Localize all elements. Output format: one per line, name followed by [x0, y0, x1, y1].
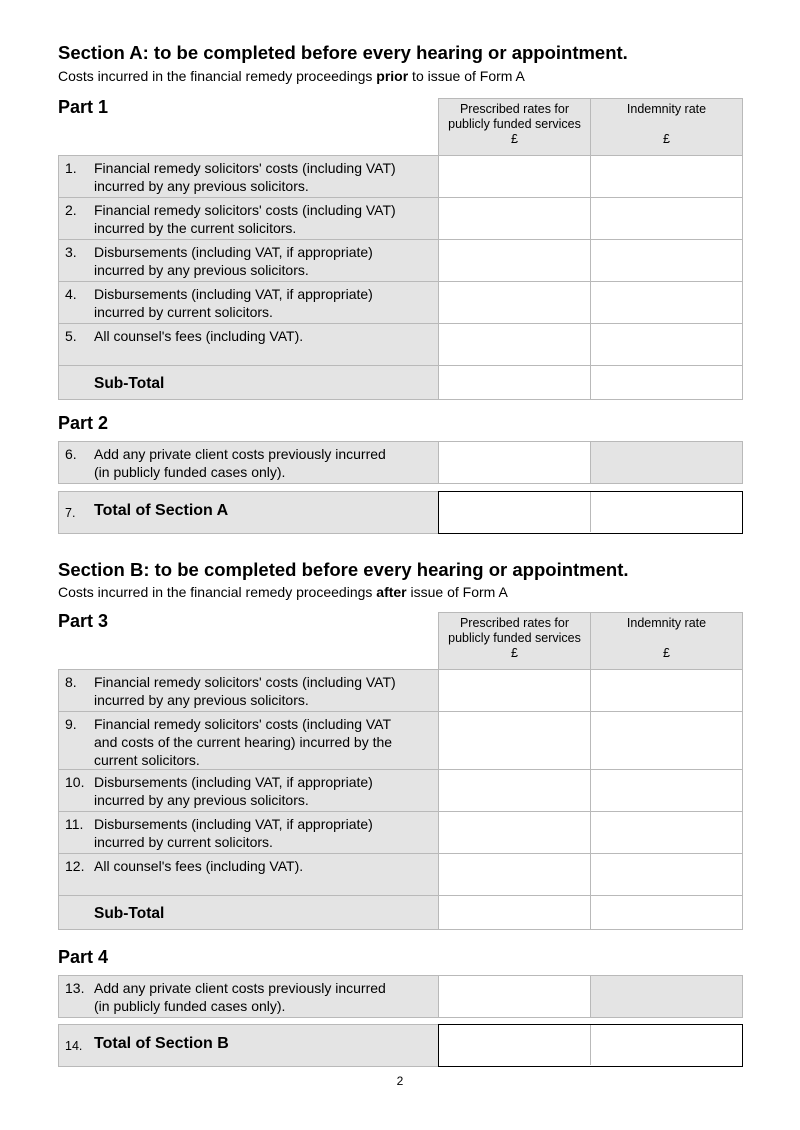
section-b-subtitle: Costs incurred in the financial remedy proceedings after issue of Form A: [58, 584, 508, 600]
row-13-indemnity-shaded: [590, 975, 743, 1018]
total-section-b-indemnity-input[interactable]: [592, 1026, 741, 1065]
row-5-label: 5. All counsel's fees (including VAT).: [58, 323, 439, 366]
section-a-subtitle: Costs incurred in the financial remedy proceedings prior to issue of Form A: [58, 68, 525, 84]
row-1-indemnity-input[interactable]: [590, 155, 743, 198]
row-3-indemnity-input[interactable]: [590, 239, 743, 282]
section-a-title: Section A: to be completed before every hearing or appointment.: [58, 42, 628, 63]
row-12-label: 12. All counsel's fees (including VAT).: [58, 853, 439, 896]
row-4-label: 4. Disbursements (including VAT, if appropriate) incurred by current solicitors.: [58, 281, 439, 324]
row-4-prescribed-input[interactable]: [438, 281, 591, 324]
row-10-prescribed-input[interactable]: [438, 769, 591, 812]
row-9-indemnity-input[interactable]: [590, 711, 743, 770]
row-8-label: 8. Financial remedy solicitors' costs (including VAT) incurred by any previous solicitors.: [58, 669, 439, 712]
row-5-prescribed-input[interactable]: [438, 323, 591, 366]
page-number: 2: [396, 1074, 404, 1088]
part-4-title: Part 4: [58, 947, 109, 967]
part-3-title: Part 3: [58, 611, 109, 631]
row-11-prescribed-input[interactable]: [438, 811, 591, 854]
row-6-label: 6. Add any private client costs previously incurred (in publicly funded cases only).: [58, 441, 439, 484]
part-3-subtotal-label: Sub-Total: [58, 895, 439, 930]
indemnity-rate-header-b: Indemnity rate £: [590, 612, 743, 670]
prescribed-rates-header-b: Prescribed rates for publicly funded services £: [438, 612, 591, 670]
total-section-b-divider: [590, 1025, 591, 1065]
row-8-prescribed-input[interactable]: [438, 669, 591, 712]
row-4-indemnity-input[interactable]: [590, 281, 743, 324]
row-6-indemnity-shaded: [590, 441, 743, 484]
row-3-label: 3. Disbursements (including VAT, if appropriate) incurred by any previous solicitors.: [58, 239, 439, 282]
row-3-prescribed-input[interactable]: [438, 239, 591, 282]
total-section-a-indemnity-input[interactable]: [592, 493, 741, 532]
row-11-indemnity-input[interactable]: [590, 811, 743, 854]
row-8-indemnity-input[interactable]: [590, 669, 743, 712]
part-3-subtotal-indemnity-input[interactable]: [590, 895, 743, 930]
total-section-a-prescribed-input[interactable]: [440, 493, 589, 532]
part-1-subtotal-indemnity-input[interactable]: [590, 365, 743, 400]
total-section-a-divider: [590, 492, 591, 532]
row-9-prescribed-input[interactable]: [438, 711, 591, 770]
row-10-label: 10. Disbursements (including VAT, if appropriate) incurred by any previous solicitors.: [58, 769, 439, 812]
prescribed-rates-header: Prescribed rates for publicly funded services £: [438, 98, 591, 156]
part-2-title: Part 2: [58, 413, 109, 433]
row-5-indemnity-input[interactable]: [590, 323, 743, 366]
row-1-prescribed-input[interactable]: [438, 155, 591, 198]
row-9-label: 9. Financial remedy solicitors' costs (including VAT and costs of the current hearing) incurred by the current solicitors.: [58, 711, 439, 770]
row-13-prescribed-input[interactable]: [438, 975, 591, 1018]
part-3-subtotal-prescribed-input[interactable]: [438, 895, 591, 930]
row-2-indemnity-input[interactable]: [590, 197, 743, 240]
row-11-label: 11. Disbursements (including VAT, if appropriate) incurred by current solicitors.: [58, 811, 439, 854]
row-2-label: 2. Financial remedy solicitors' costs (including VAT) incurred by the current solicitors.: [58, 197, 439, 240]
total-section-b-prescribed-input[interactable]: [440, 1026, 589, 1065]
part-1-title: Part 1: [58, 97, 109, 117]
section-b-title: Section B: to be completed before every hearing or appointment.: [58, 559, 629, 580]
row-13-label: 13. Add any private client costs previously incurred (in publicly funded cases only).: [58, 975, 439, 1018]
row-14-label: 14. Total of Section B: [58, 1024, 439, 1067]
row-12-indemnity-input[interactable]: [590, 853, 743, 896]
indemnity-rate-header: Indemnity rate £: [590, 98, 743, 156]
row-12-prescribed-input[interactable]: [438, 853, 591, 896]
part-1-subtotal-prescribed-input[interactable]: [438, 365, 591, 400]
row-7-label: 7. Total of Section A: [58, 491, 439, 534]
row-2-prescribed-input[interactable]: [438, 197, 591, 240]
row-10-indemnity-input[interactable]: [590, 769, 743, 812]
part-1-subtotal-label: Sub-Total: [58, 365, 439, 400]
row-6-prescribed-input[interactable]: [438, 441, 591, 484]
row-1-label: 1. Financial remedy solicitors' costs (including VAT) incurred by any previous solicitors.: [58, 155, 439, 198]
